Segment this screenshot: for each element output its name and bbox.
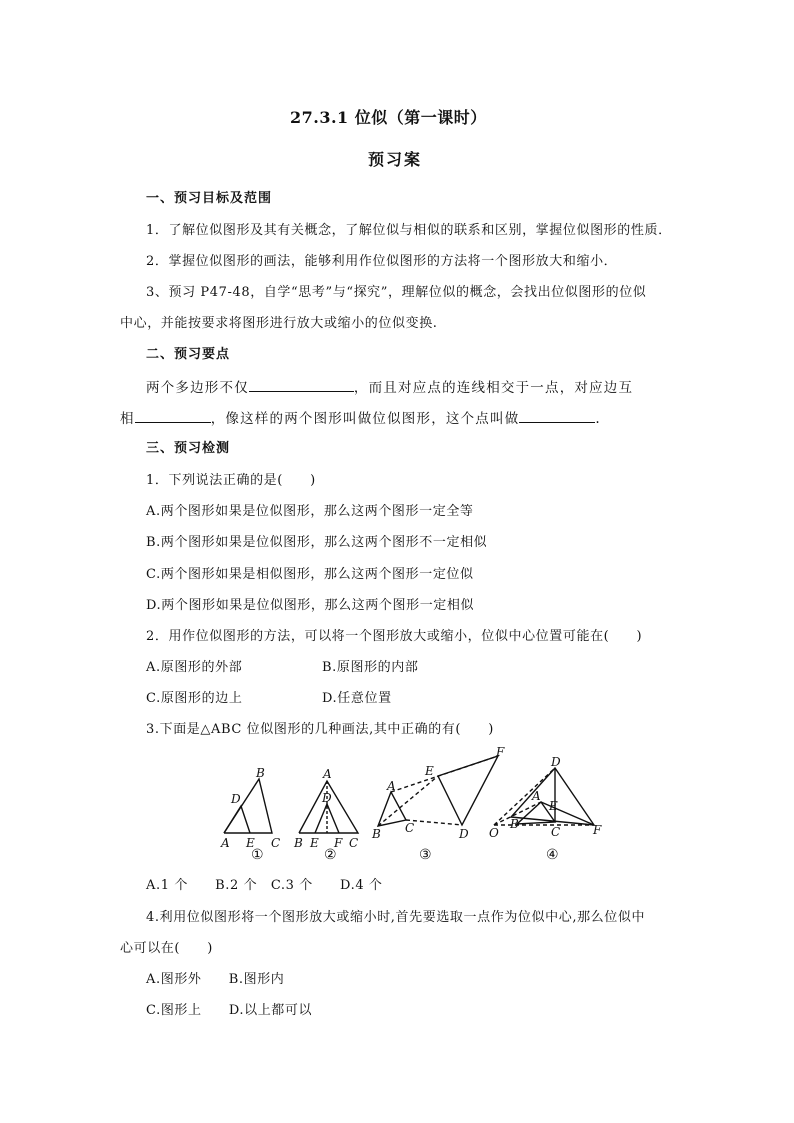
q4-stem-line-1: 4.利用位似图形将一个图形放大或缩小时,首先要选取一点作为位似中心,那么位似中: [146, 910, 646, 925]
svg-text:C: C: [551, 825, 561, 839]
q3-figures: [215, 742, 615, 864]
fig3-label: ③: [419, 847, 432, 863]
q4-stem-line-2: 心可以在( ): [120, 941, 213, 956]
svg-text:E: E: [246, 836, 255, 850]
section1-item-2: 2．掌握位似图形的画法，能够利用作位似图形的方法将一个图形放大和缩小．: [146, 254, 618, 269]
q4-options-row-1: A.图形外 B.图形内: [146, 972, 285, 987]
svg-text:E: E: [549, 799, 558, 813]
section1-item-1: 1．了解位似图形及其有关概念，了解位似与相似的联系和区别，掌握位似图形的性质．: [146, 223, 672, 238]
svg-text:A: A: [387, 779, 396, 793]
section3-heading: 三、预习检测: [146, 441, 231, 456]
svg-text:F: F: [496, 745, 505, 759]
page-subtitle: 预习案: [368, 150, 423, 169]
fig4-label: ④: [546, 847, 559, 863]
fill-blank-1[interactable]: [249, 379, 354, 392]
svg-text:B: B: [372, 827, 381, 841]
svg-text:B: B: [510, 817, 519, 831]
fill-blank-2[interactable]: [135, 410, 211, 423]
q1-stem: 1．下列说法正确的是( ): [146, 473, 316, 488]
q2-option-c: C.原图形的边上: [146, 691, 243, 706]
q1-option-a: A.两个图形如果是位似图形，那么这两个图形一定全等: [146, 504, 474, 519]
fig4-large-triangle: [511, 768, 594, 825]
key-point-text: 两个多边形不仅: [146, 380, 249, 396]
svg-text:E: E: [425, 764, 434, 778]
q3-options: A.1 个 B.2 个 C.3 个 D.4 个: [146, 878, 383, 893]
svg-text:F: F: [593, 823, 602, 837]
key-point-text: 相: [120, 411, 135, 427]
fig1-label: ①: [251, 847, 264, 863]
svg-text:D: D: [322, 791, 332, 805]
section2-heading: 二、预习要点: [146, 347, 231, 362]
key-point-line-1: [146, 376, 633, 396]
fig3-small-triangle: [378, 792, 406, 826]
key-point-text: .: [595, 411, 601, 427]
svg-text:C: C: [349, 836, 359, 850]
svg-text:B: B: [294, 836, 303, 850]
fig3-dashed-line-cd: [406, 820, 462, 825]
page-title: 27.3.1 位似（第一课时）: [290, 108, 487, 127]
svg-text:A: A: [221, 836, 230, 850]
key-point-line-2: [120, 407, 601, 427]
fig1-inner-triangle: [224, 806, 250, 833]
q3-stem: 3.下面是△ABC 位似图形的几种画法,其中正确的有( ): [146, 722, 494, 737]
fig3-large-triangle: [438, 756, 498, 825]
section1-heading: 一、预习目标及范围: [146, 191, 273, 206]
svg-text:D: D: [459, 827, 469, 841]
q1-option-b: B.两个图形如果是位似图形，那么这两个图形不一定相似: [146, 535, 488, 550]
svg-text:D: D: [231, 792, 241, 806]
svg-text:C: C: [405, 821, 415, 835]
key-point-text: ，像这样的两个图形叫做位似图形，这个点叫做: [210, 411, 520, 427]
fig2-label: ②: [324, 847, 337, 863]
svg-text:B: B: [256, 766, 265, 780]
section1-item-3-cont: 中心，并能按要求将图形进行放大或缩小的位似变换.: [120, 316, 438, 331]
fill-blank-3[interactable]: [519, 410, 595, 423]
svg-text:A: A: [323, 767, 332, 781]
svg-text:D: D: [551, 755, 561, 769]
svg-text:F: F: [334, 836, 343, 850]
key-point-text: ，而且对应点的连线相交于一点，对应边互: [353, 380, 634, 396]
q2-stem: 2．用作位似图形的方法，可以将一个图形放大或缩小，位似中心位置可能在( ): [146, 629, 643, 644]
svg-text:E: E: [310, 836, 319, 850]
svg-text:A: A: [532, 789, 541, 803]
q1-option-c: C.两个图形如果是相似图形，那么这两个图形一定位似: [146, 567, 474, 582]
q4-options-row-2: C.图形上 D.以上都可以: [146, 1003, 313, 1018]
section1-item-3: 3、预习 P47-48，自学“思考”与“探究”，理解位似的概念，会找出位似图形的位似: [146, 285, 647, 300]
q1-option-d: D.两个图形如果是位似图形，那么这两个图形一定相似: [146, 598, 475, 613]
q2-option-b: B.原图形的内部: [322, 660, 419, 675]
svg-text:C: C: [271, 836, 281, 850]
q2-option-a: A.原图形的外部: [146, 660, 243, 675]
q2-option-d: D.任意位置: [322, 691, 392, 706]
q3-point-labels: [220, 745, 602, 850]
svg-text:O: O: [489, 826, 499, 840]
